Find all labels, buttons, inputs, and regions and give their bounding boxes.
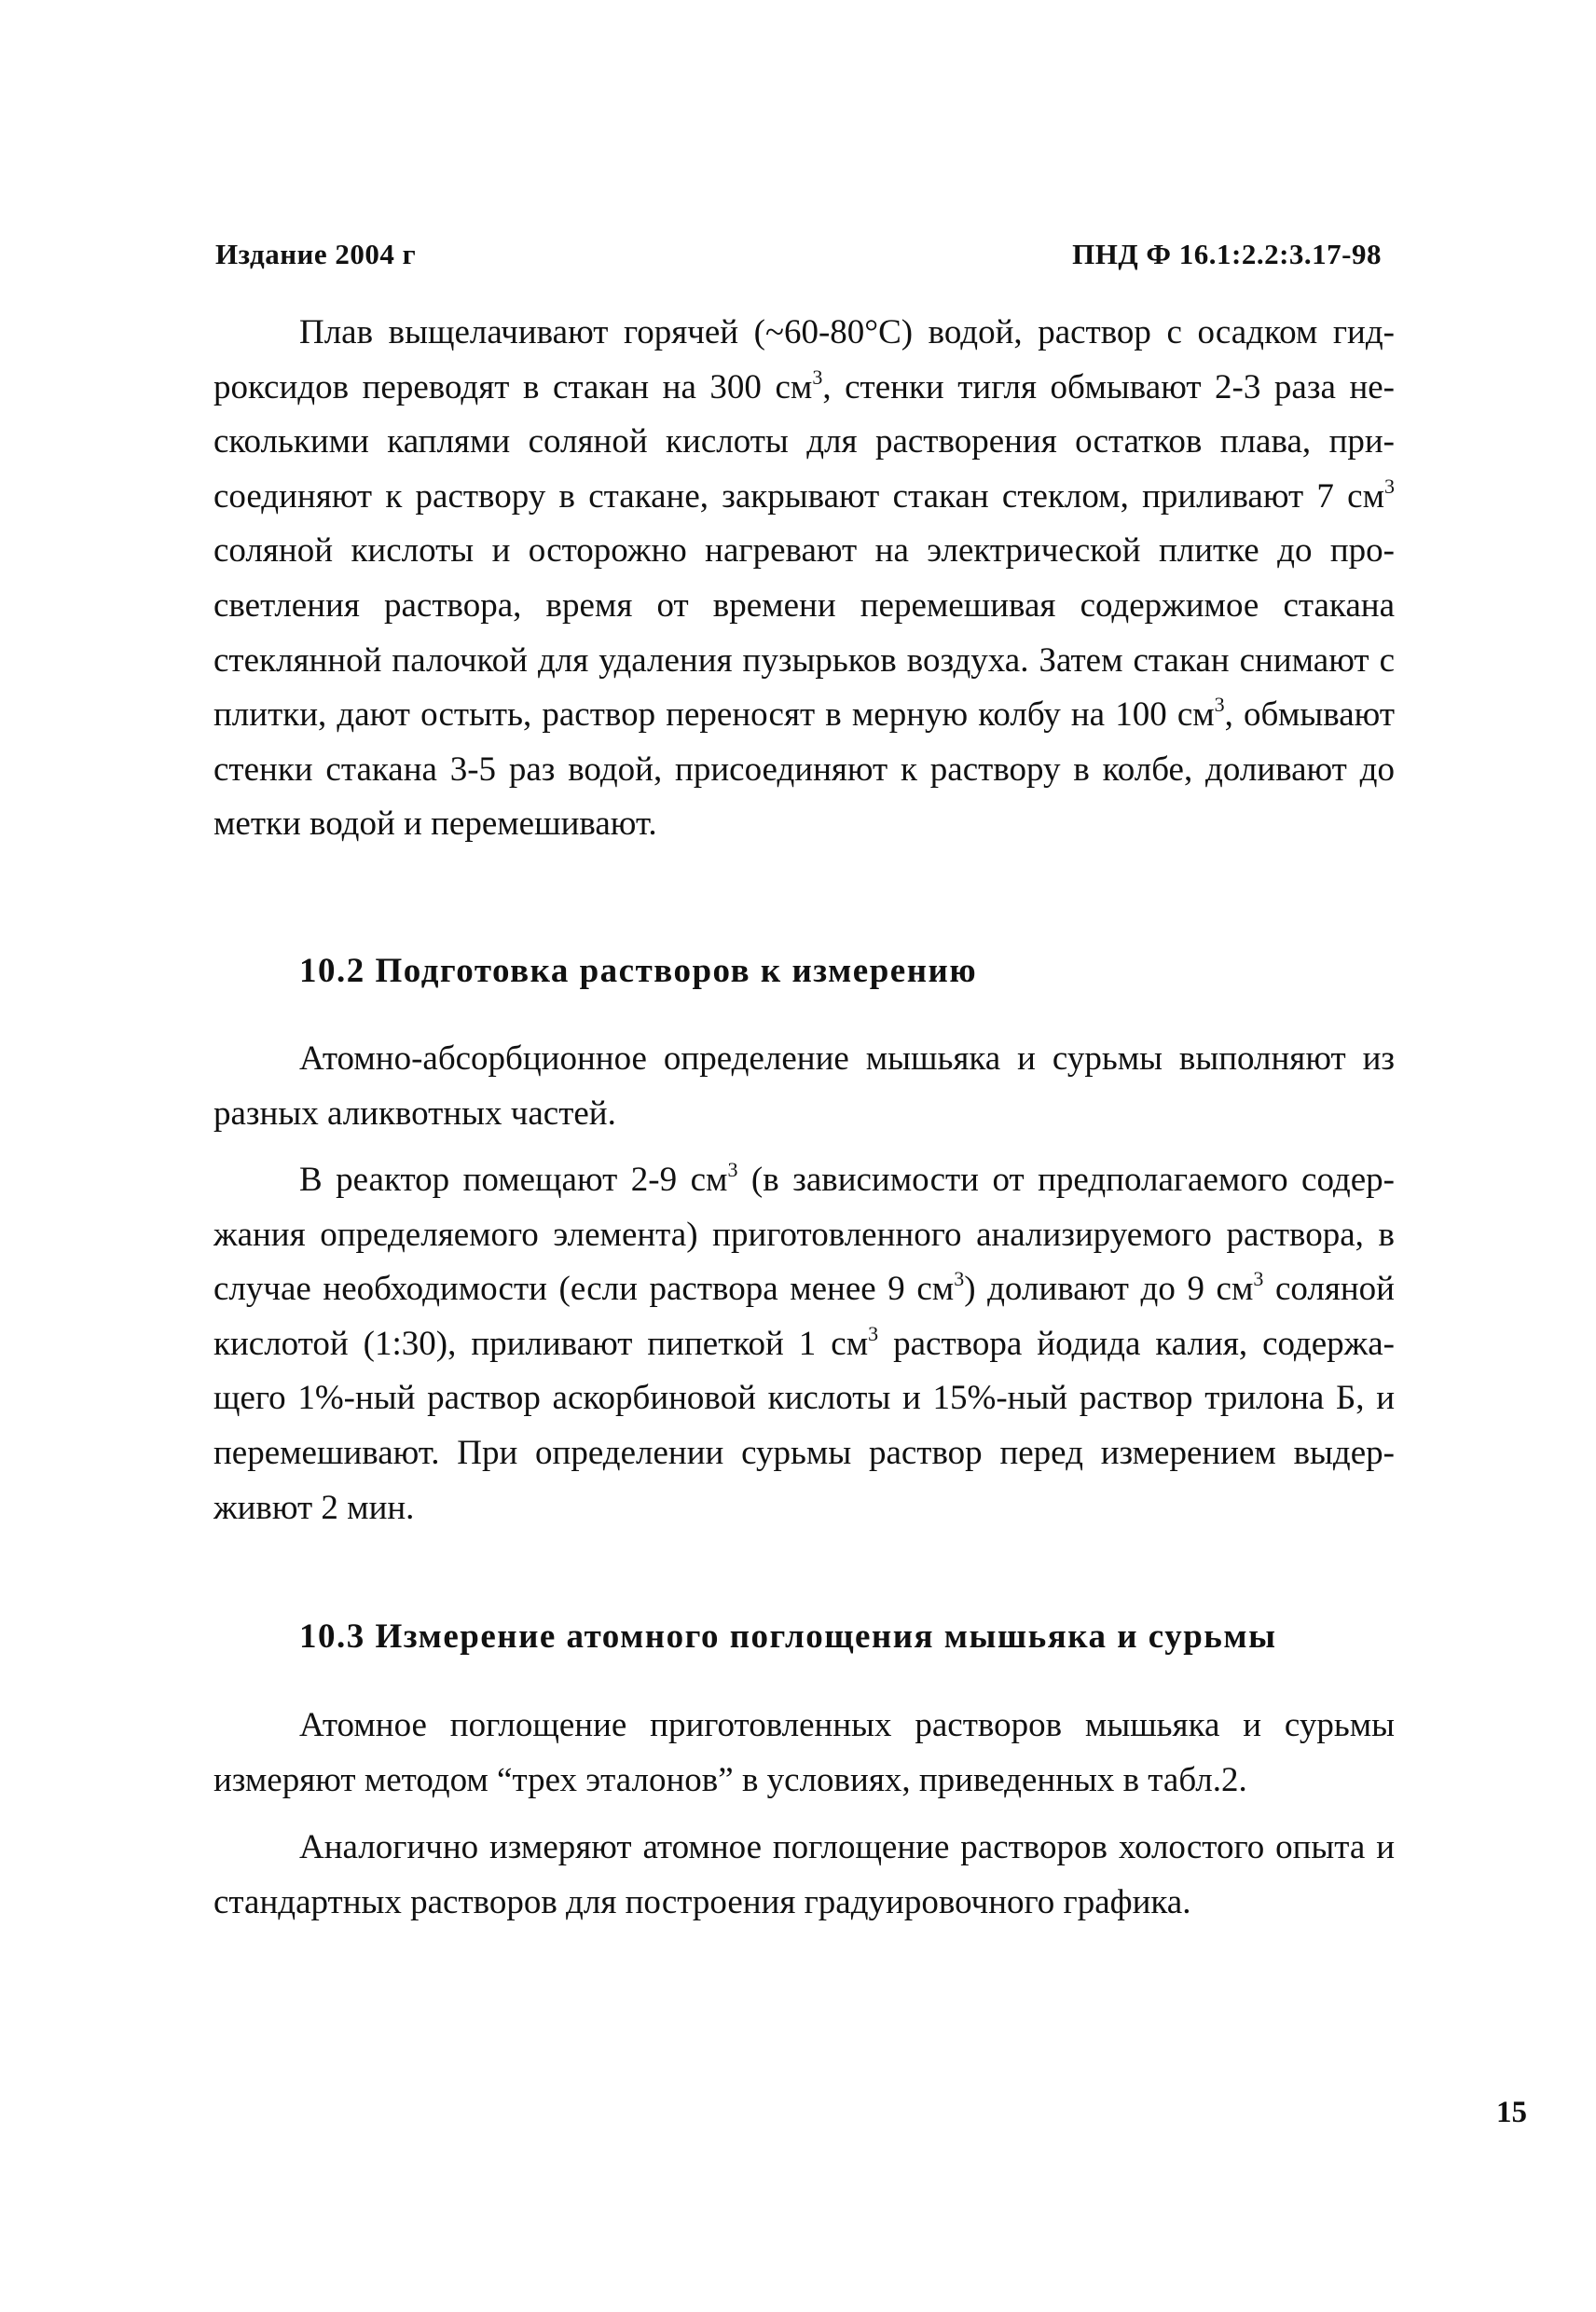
section-heading: 10.2 Подготовка растворов к измерению (299, 952, 978, 990)
document-code: ПНД Ф 16.1:2.2:3.17-98 (1072, 238, 1382, 270)
paragraph-text: Атомное поглощение приготовленных растворов мышьяка и сурьмы измеряют методом “трех эталонов” в условиях, приведенных в табл.2. (213, 1706, 1395, 1799)
text-run: , стенки тигля обмывают 2-3 раза несколькими каплями соляной кислоты для растворения остатков плава, присоединяют к раствору в стакане, закрывают стакан стеклом, приливают 7 см (213, 367, 1395, 516)
superscript: 3 (812, 365, 823, 389)
edition-label: Издание 2004 г (215, 238, 417, 270)
section-10-3 (213, 1610, 1395, 1665)
paragraph-text (213, 1153, 1395, 1535)
paragraph-blank-standards (213, 1821, 1395, 1930)
paragraph-aliquots (213, 1032, 1395, 1141)
text-run: Плав выщелачивают горячей (~60-80°С) водой, раствор с осадком гидроксидов переводят в стакан на 300 см (213, 313, 1395, 406)
superscript: 3 (1384, 474, 1395, 498)
section-10-2 (213, 944, 1395, 999)
section-heading: 10.3 Измерение атомного поглощения мышьяка и сурьмы (299, 1617, 1277, 1656)
superscript: 3 (868, 1321, 879, 1345)
text-run: соляной кислотой (1:30), приливают пипеткой 1 см (213, 1270, 1395, 1363)
text-run: ) доливают до 9 см (964, 1270, 1254, 1309)
text-run: раствора йодида калия, содержащего 1%-ный раствор аскорбиновой кислоты и 15%-ный раствор трилона Б, и перемешивают. При определении сурьмы раствор перед измерением выдерживют 2 мин. (213, 1324, 1395, 1527)
paragraph-text (213, 306, 1395, 852)
paragraph-reactor (213, 1153, 1395, 1535)
text-run: соляной кислоты и осторожно нагревают на электрической плитке до просветления раствора, время от времени перемешивая содержимое стакана стеклянной палочкой для удаления пузырьков воздуха. Затем стакан снимают с плитки, дают остыть, раствор переносят в мерную колбу на 100 см (213, 531, 1395, 735)
superscript: 3 (727, 1158, 738, 1181)
paragraph-text: Атомно-абсорбционное определение мышьяка и сурьмы выполняют из разных аликвотных частей. (213, 1039, 1395, 1133)
text-run: В реактор помещают 2-9 см (299, 1161, 728, 1199)
text-run: , обмывают стенки стакана 3-5 раз водой, присоединяют к раствору в колбе, доливают до метки водой и перемешивают. (213, 695, 1396, 844)
paragraph-leaching (213, 306, 1395, 852)
superscript: 3 (1214, 693, 1225, 717)
paragraph-measurement (213, 1699, 1395, 1808)
superscript: 3 (1253, 1267, 1264, 1291)
paragraph-text: Аналогично измеряют атомное поглощение растворов холостого опыта и стандартных растворов для построения градуировочного графика. (213, 1828, 1395, 1921)
text-run: (в зависимости от предполагаемого содержания определяемого элемента) приготовленного анализируемого раствора, в случае необходимости (если раствора менее 9 см (213, 1161, 1395, 1309)
page-number: 15 (1496, 2096, 1527, 2129)
superscript: 3 (954, 1267, 965, 1291)
